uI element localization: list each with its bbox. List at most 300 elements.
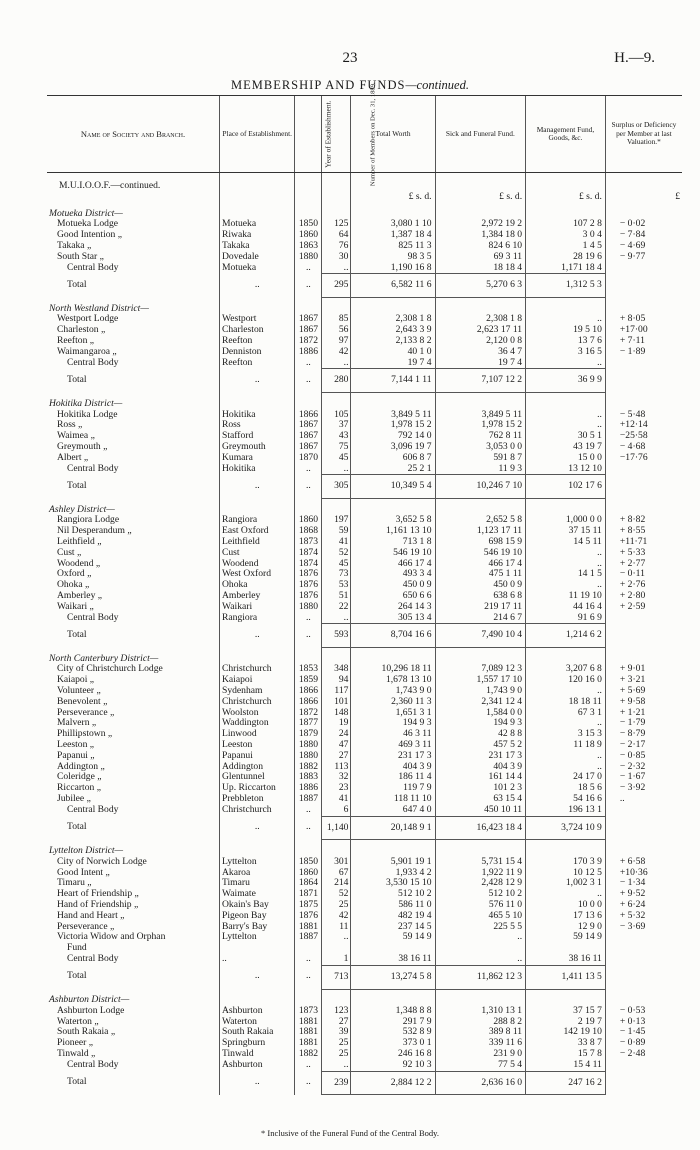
total-worth: 606 8 7 xyxy=(351,453,435,464)
branch-name: Kaiapoi „ xyxy=(57,675,95,686)
management-fund: 10 0 0 xyxy=(526,900,606,911)
management-fund: .. xyxy=(526,686,606,697)
table-row xyxy=(47,591,682,602)
place: Kumara xyxy=(219,453,294,464)
management-fund: 1,171 18 4 xyxy=(526,263,606,274)
sick-fund: 69 3 11 xyxy=(435,252,526,263)
district-heading xyxy=(47,840,682,857)
members xyxy=(322,943,351,954)
surplus xyxy=(605,1060,682,1071)
total-sick-sum: 5,270 6 3 xyxy=(435,274,526,298)
members: 97 xyxy=(322,336,351,347)
total-members: 280 xyxy=(322,369,351,393)
place: Pigeon Bay xyxy=(219,911,294,922)
place: Reefton xyxy=(219,336,294,347)
sick-fund: 63 15 4 xyxy=(435,794,526,805)
management-fund: .. xyxy=(526,580,606,591)
year: 1867 xyxy=(295,420,322,431)
col-name: Name of Society and Branch. xyxy=(47,96,219,173)
year: 1866 xyxy=(295,410,322,421)
total-worth-sum: 7,144 1 11 xyxy=(351,369,435,393)
members: .. xyxy=(322,1060,351,1071)
table-row xyxy=(47,868,682,879)
sick-fund: 2,972 19 2 xyxy=(435,219,526,230)
place: Ross xyxy=(219,420,294,431)
col-place: Place of Establishment. xyxy=(219,96,294,173)
place: Rangiora xyxy=(219,613,294,624)
place: Ashburton xyxy=(219,1060,294,1071)
branch-name: Papanui „ xyxy=(57,750,95,761)
management-fund: 3 15 3 xyxy=(526,729,606,740)
branch-name: Perseverance „ xyxy=(57,921,115,932)
total-worth-sum: 10,349 5 4 xyxy=(351,475,435,499)
table-row xyxy=(47,613,682,624)
branch-name: Leithfield „ xyxy=(57,537,102,548)
place: Leeston xyxy=(219,740,294,751)
branch-name: City of Christchurch Lodge xyxy=(57,664,163,675)
members: 125 xyxy=(322,219,351,230)
year: .. xyxy=(295,263,322,274)
place: Christchurch xyxy=(219,697,294,708)
table-row xyxy=(47,219,682,230)
table-row xyxy=(47,697,682,708)
surplus: + 6·24 xyxy=(605,900,682,911)
total-worth: 825 11 3 xyxy=(351,241,435,252)
place: Motueka xyxy=(219,263,294,274)
surplus: + 2·59 xyxy=(605,602,682,613)
table-row xyxy=(47,548,682,559)
surplus xyxy=(605,932,682,943)
members: 11 xyxy=(322,922,351,933)
branch-name: Reefton „ xyxy=(57,336,95,347)
table-row xyxy=(47,580,682,591)
place: Linwood xyxy=(219,729,294,740)
place: Riwaka xyxy=(219,230,294,241)
branch-name: Waimea „ xyxy=(57,431,95,442)
year: 1863 xyxy=(295,241,322,252)
surplus: + 6·58 xyxy=(605,857,682,868)
table-row xyxy=(47,772,682,783)
management-fund: 3,207 6 8 xyxy=(526,664,606,675)
total-sick-sum: 7,490 10 4 xyxy=(435,624,526,648)
sick-fund: 475 1 11 xyxy=(435,569,526,580)
branch-name: Albert „ xyxy=(57,452,89,463)
sick-fund: 19 7 4 xyxy=(435,358,526,369)
surplus xyxy=(605,943,682,954)
place: Greymouth xyxy=(219,442,294,453)
district-total-row: Total .. .. 239 2,884 12 2 2,636 16 0 247 16 2 xyxy=(47,1071,682,1095)
management-fund: .. xyxy=(526,889,606,900)
surplus: −25·58 xyxy=(605,431,682,442)
year xyxy=(295,943,322,954)
district-heading xyxy=(47,499,682,516)
management-fund: 14 5 11 xyxy=(526,537,606,548)
place: Tinwald xyxy=(219,1049,294,1060)
branch-name: Ashburton Lodge xyxy=(57,1005,125,1016)
sick-fund: 1,384 18 0 xyxy=(435,230,526,241)
sick-fund: 2,652 5 8 xyxy=(435,515,526,526)
table-row xyxy=(47,1017,682,1028)
total-worth: 5,901 19 1 xyxy=(351,857,435,868)
table-row xyxy=(47,515,682,526)
members: .. xyxy=(322,358,351,369)
total-label: Total xyxy=(67,821,87,833)
total-mgmt-sum: 1,214 6 2 xyxy=(526,624,606,648)
management-fund: 142 19 10 xyxy=(526,1027,606,1038)
place: Papanui xyxy=(219,751,294,762)
col-worth: Total Worth xyxy=(351,96,435,173)
sick-fund: 762 8 11 xyxy=(435,431,526,442)
year: 1850 xyxy=(295,219,322,230)
management-fund: 43 19 7 xyxy=(526,442,606,453)
table-row xyxy=(47,559,682,570)
total-worth-sum: 2,884 12 2 xyxy=(351,1071,435,1095)
branch-name: South Rakaia „ xyxy=(57,1027,116,1038)
branch-name: Leeston „ xyxy=(57,740,95,751)
branch-name: Good Intent „ xyxy=(57,867,110,878)
total-mgmt-sum: 247 16 2 xyxy=(526,1071,606,1095)
total-worth: 3,080 1 10 xyxy=(351,219,435,230)
members: 214 xyxy=(322,878,351,889)
total-worth: 3,849 5 11 xyxy=(351,410,435,421)
management-fund: 37 15 11 xyxy=(526,526,606,537)
surplus: + 1·21 xyxy=(605,708,682,719)
table-row xyxy=(47,878,682,889)
sick-fund: 457 5 2 xyxy=(435,740,526,751)
branch-name: Hand and Heart „ xyxy=(57,910,125,921)
surplus: − 1·34 xyxy=(605,878,682,889)
members: 41 xyxy=(322,794,351,805)
table-row xyxy=(47,442,682,453)
total-worth: 647 4 0 xyxy=(351,805,435,816)
branch-name: Heart of Friendship „ xyxy=(57,889,139,900)
col-mgmt: Management Fund, Goods, &c. xyxy=(526,96,606,173)
total-worth: 3,096 19 7 xyxy=(351,442,435,453)
surplus: − 2·48 xyxy=(605,1049,682,1060)
members: 94 xyxy=(322,675,351,686)
sick-fund xyxy=(435,943,526,954)
members: 73 xyxy=(322,569,351,580)
year: 1860 xyxy=(295,868,322,879)
total-worth: 38 16 11 xyxy=(351,954,435,965)
total-worth: 19 7 4 xyxy=(351,358,435,369)
district-heading xyxy=(47,989,682,1006)
year: 1860 xyxy=(295,230,322,241)
table-row xyxy=(47,900,682,911)
table-row xyxy=(47,602,682,613)
members: 32 xyxy=(322,772,351,783)
sick-fund: 161 14 4 xyxy=(435,772,526,783)
members: 148 xyxy=(322,708,351,719)
year: 1872 xyxy=(295,708,322,719)
table-row xyxy=(47,675,682,686)
total-worth: 404 3 9 xyxy=(351,762,435,773)
surplus: − 0·11 xyxy=(605,569,682,580)
total-members: 305 xyxy=(322,475,351,499)
branch-name: Perseverance „ xyxy=(57,707,115,718)
year: 1880 xyxy=(295,740,322,751)
year: 1880 xyxy=(295,751,322,762)
total-worth: 512 10 2 xyxy=(351,889,435,900)
surplus xyxy=(605,263,682,274)
district-name: Ashburton District— xyxy=(49,994,130,1005)
total-worth: 466 17 4 xyxy=(351,559,435,570)
place: Hokitika xyxy=(219,410,294,421)
year: 1882 xyxy=(295,1049,322,1060)
district-total-row: Total .. .. 305 10,349 5 4 10,246 7 10 102 17 6 xyxy=(47,475,682,499)
sick-fund: 7,089 12 3 xyxy=(435,664,526,675)
year: 1864 xyxy=(295,878,322,889)
management-fund: 1,002 3 1 xyxy=(526,878,606,889)
place: Woodend xyxy=(219,559,294,570)
page-number: 23 xyxy=(342,50,358,66)
surplus: .. xyxy=(605,794,682,805)
members: 105 xyxy=(322,410,351,421)
place: Leithfield xyxy=(219,537,294,548)
sick-fund: 591 8 7 xyxy=(435,453,526,464)
surplus: − 0·85 xyxy=(605,751,682,762)
place: Reefton xyxy=(219,358,294,369)
table-row xyxy=(47,241,682,252)
place: Lyttelton xyxy=(219,857,294,868)
total-worth: 98 3 5 xyxy=(351,252,435,263)
district-name: Motueka District— xyxy=(49,207,123,219)
sick-fund: 231 9 0 xyxy=(435,1049,526,1060)
society-row xyxy=(47,173,682,192)
total-worth: 46 3 11 xyxy=(351,729,435,740)
surplus: +12·14 xyxy=(605,420,682,431)
branch-name: Motueka Lodge xyxy=(57,219,119,230)
total-worth: 237 14 5 xyxy=(351,922,435,933)
surplus: + 8·55 xyxy=(605,526,682,537)
table-row xyxy=(47,911,682,922)
management-fund: 1 4 5 xyxy=(526,241,606,252)
place: Springburn xyxy=(219,1038,294,1049)
branch-name: Central Body xyxy=(67,953,119,964)
table-row xyxy=(47,1060,682,1071)
management-fund: 37 15 7 xyxy=(526,1006,606,1017)
total-worth: 1,348 8 8 xyxy=(351,1006,435,1017)
management-fund: 67 3 1 xyxy=(526,708,606,719)
members: 42 xyxy=(322,911,351,922)
sick-fund: 101 2 3 xyxy=(435,783,526,794)
place: Christchurch xyxy=(219,664,294,675)
members: 43 xyxy=(322,431,351,442)
management-fund: 170 3 9 xyxy=(526,857,606,868)
sick-fund: 638 6 8 xyxy=(435,591,526,602)
surplus: + 5·69 xyxy=(605,686,682,697)
year: 1880 xyxy=(295,252,322,263)
sick-fund: 1,123 17 11 xyxy=(435,526,526,537)
place: Waimate xyxy=(219,889,294,900)
place: Cust xyxy=(219,548,294,559)
total-sick-sum: 11,862 12 3 xyxy=(435,965,526,989)
members: 39 xyxy=(322,1027,351,1038)
surplus: − 0·89 xyxy=(605,1038,682,1049)
place: .. xyxy=(219,954,294,965)
year: 1867 xyxy=(295,325,322,336)
management-fund: 24 17 0 xyxy=(526,772,606,783)
total-worth: 469 3 11 xyxy=(351,740,435,751)
col-sick: Sick and Funeral Fund. xyxy=(435,96,526,173)
place: Waikari xyxy=(219,602,294,613)
district-name: Ashley District— xyxy=(49,503,115,515)
year: 1887 xyxy=(295,932,322,943)
sick-fund: 2,308 1 8 xyxy=(435,314,526,325)
members: 52 xyxy=(322,889,351,900)
table-row xyxy=(47,537,682,548)
branch-name: South Star „ xyxy=(57,251,104,262)
branch-name: Addington „ xyxy=(57,761,105,772)
management-fund: .. xyxy=(526,559,606,570)
total-worth: 291 7 9 xyxy=(351,1017,435,1028)
total-label: Total xyxy=(67,628,87,640)
surplus: − 8·79 xyxy=(605,729,682,740)
members: 51 xyxy=(322,591,351,602)
management-fund: 3 0 4 xyxy=(526,230,606,241)
total-sick-sum: 10,246 7 10 xyxy=(435,475,526,499)
branch-name: Central Body xyxy=(67,804,119,815)
col-surplus: Surplus or Deficiency per Member at last Valuation.* xyxy=(605,96,682,173)
table-row xyxy=(47,1038,682,1049)
members: .. xyxy=(322,932,351,943)
table-row xyxy=(47,794,682,805)
branch-name: Victoria Widow and Orphan xyxy=(57,932,166,943)
year: 1870 xyxy=(295,453,322,464)
total-members: 593 xyxy=(322,624,351,648)
management-fund: 196 13 1 xyxy=(526,805,606,816)
management-fund: 3 16 5 xyxy=(526,347,606,358)
total-worth: 1,161 13 10 xyxy=(351,526,435,537)
surplus: − 1·67 xyxy=(605,772,682,783)
table-row xyxy=(47,922,682,933)
total-mgmt-sum: 1,411 13 5 xyxy=(526,965,606,989)
total-worth: 194 9 3 xyxy=(351,718,435,729)
year: 1872 xyxy=(295,336,322,347)
district-name: Lyttelton District— xyxy=(49,844,124,856)
sick-fund: 1,922 11 9 xyxy=(435,868,526,879)
total-worth: 186 11 4 xyxy=(351,772,435,783)
total-worth: 59 14 9 xyxy=(351,932,435,943)
total-mgmt-sum: 36 9 9 xyxy=(526,369,606,393)
place: Charleston xyxy=(219,325,294,336)
table-row xyxy=(47,708,682,719)
total-worth: 3,652 5 8 xyxy=(351,515,435,526)
branch-name: Amberley „ xyxy=(57,591,103,601)
year: 1867 xyxy=(295,431,322,442)
sick-fund: 698 15 9 xyxy=(435,537,526,548)
branch-name: Ross „ xyxy=(57,420,83,431)
sick-fund: 1,743 9 0 xyxy=(435,686,526,697)
place: Dovedale xyxy=(219,252,294,263)
sick-fund: 231 17 3 xyxy=(435,751,526,762)
branch-name: Central Body xyxy=(67,262,119,273)
total-worth: 1,190 16 8 xyxy=(351,263,435,274)
place: Kaiapoi xyxy=(219,675,294,686)
branch-name: Good Intention „ xyxy=(57,230,123,241)
members: 24 xyxy=(322,729,351,740)
branch-name: Westport Lodge xyxy=(57,314,119,325)
members: 123 xyxy=(322,1006,351,1017)
year: 1881 xyxy=(295,922,322,933)
place: Prebbleton xyxy=(219,794,294,805)
branch-name: Waikari „ xyxy=(57,601,94,612)
management-fund: 11 18 9 xyxy=(526,740,606,751)
management-fund: 18 18 11 xyxy=(526,697,606,708)
total-worth: 1,743 9 0 xyxy=(351,686,435,697)
management-fund: 17 13 6 xyxy=(526,911,606,922)
surplus xyxy=(605,464,682,475)
sick-fund: 2,120 0 8 xyxy=(435,336,526,347)
year: 1877 xyxy=(295,718,322,729)
year: 1868 xyxy=(295,526,322,537)
surplus: − 1·45 xyxy=(605,1027,682,1038)
members: 27 xyxy=(322,751,351,762)
sick-fund: 1,310 13 1 xyxy=(435,1006,526,1017)
management-fund: 91 6 9 xyxy=(526,613,606,624)
col-members: Number of Members on Dec. 31, 1889. xyxy=(322,96,351,173)
table-row xyxy=(47,932,682,943)
year: 1874 xyxy=(295,559,322,570)
branch-name: Phillipstown „ xyxy=(57,729,113,740)
table-row xyxy=(47,1049,682,1060)
table-row xyxy=(47,740,682,751)
place: Timaru xyxy=(219,878,294,889)
sick-fund: 512 10 2 xyxy=(435,889,526,900)
management-fund: .. xyxy=(526,314,606,325)
sick-fund: 404 3 9 xyxy=(435,762,526,773)
total-worth: 10,296 18 11 xyxy=(351,664,435,675)
place: West Oxford xyxy=(219,569,294,580)
surplus: + 2·80 xyxy=(605,591,682,602)
members: 27 xyxy=(322,1017,351,1028)
place: Hokitika xyxy=(219,464,294,475)
surplus: − 5·48 xyxy=(605,410,682,421)
members: 67 xyxy=(322,868,351,879)
branch-name: Fund xyxy=(67,943,87,954)
year: 1880 xyxy=(295,602,322,613)
members: 42 xyxy=(322,347,351,358)
surplus: + 9·01 xyxy=(605,664,682,675)
total-members: 713 xyxy=(322,965,351,989)
district-name: Hokitika District— xyxy=(49,397,123,409)
place: Akaroa xyxy=(219,868,294,879)
table-row xyxy=(47,252,682,263)
members: 101 xyxy=(322,697,351,708)
sick-fund: 36 4 7 xyxy=(435,347,526,358)
district-heading xyxy=(47,203,682,220)
members: 41 xyxy=(322,537,351,548)
members: 25 xyxy=(322,1038,351,1049)
management-fund: .. xyxy=(526,751,606,762)
management-fund: 15 4 11 xyxy=(526,1060,606,1071)
management-fund: 19 5 10 xyxy=(526,325,606,336)
district-name: North Westland District— xyxy=(49,302,149,314)
table-row xyxy=(47,1006,682,1017)
sick-fund: 225 5 5 xyxy=(435,922,526,933)
place: Waddington xyxy=(219,718,294,729)
management-fund: 1,000 0 0 xyxy=(526,515,606,526)
branch-name: Benevolent „ xyxy=(57,696,108,707)
total-worth-sum: 6,582 11 6 xyxy=(351,274,435,298)
sick-fund: 576 11 0 xyxy=(435,900,526,911)
surplus: + 5·33 xyxy=(605,548,682,559)
total-worth: 246 16 8 xyxy=(351,1049,435,1060)
branch-name: Waimangaroa „ xyxy=(57,346,117,357)
surplus: − 1·79 xyxy=(605,718,682,729)
surplus: + 7·11 xyxy=(605,336,682,347)
sick-fund: 11 9 3 xyxy=(435,464,526,475)
